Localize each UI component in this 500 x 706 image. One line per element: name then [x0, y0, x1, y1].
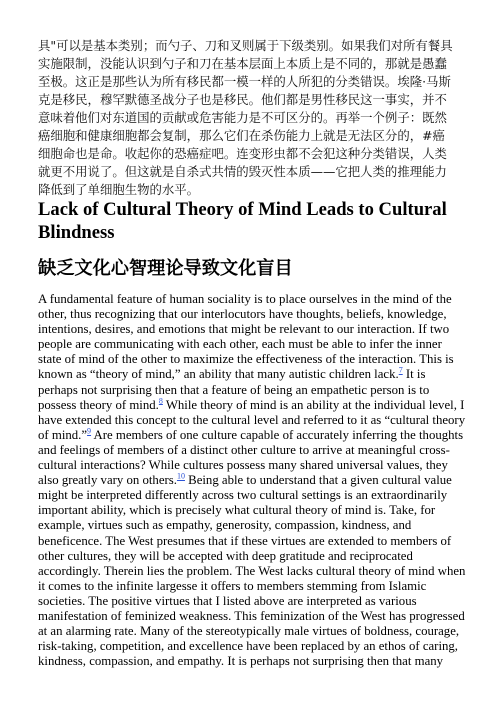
footnote-link-9[interactable]: 9 [87, 427, 92, 436]
english-text-line [38, 473, 468, 488]
english-text-line: might be interpreted differently across two cultural settings is an extraordinarily [38, 488, 448, 503]
english-text-line: accordingly. Therein lies the problem. The West lacks cultural theory of mind when [38, 563, 466, 578]
english-text-line: it comes to the infinite largesse it offers to members stemming from Islamic [38, 578, 427, 593]
text-segment: of mind.” [38, 427, 88, 442]
english-text-line: cultural interactions? While cultures possess many shared universal values, they [38, 458, 448, 473]
section-heading-chinese: 缺乏文化心智理论导致文化盲目 [38, 258, 293, 279]
english-text-line: kindness, compassion, and empathy. It is perhaps not surprising then that many [38, 654, 444, 669]
chinese-text-line: 就更不用说了。但这就是自杀式共情的毁灭性本质——它把人类的推理能力 [38, 164, 447, 179]
english-text-line [38, 428, 468, 443]
english-text-line: important ability, which is precisely what cultural theory of mind is. Take, for [38, 503, 436, 518]
english-text-line: other, thus recognizing that our interlocutors have thoughts, beliefs, knowledge, [38, 307, 447, 322]
english-text-line: example, virtues such as empathy, generosity, compassion, kindness, and [38, 518, 412, 533]
text-segment: Being able to understand that a given cultural value [184, 473, 452, 488]
english-text-line: at an alarming rate. Many of the stereotypically male virtues of boldness, courage, [38, 624, 460, 639]
chinese-text-line: 细胞命也是命。收起你的恐癌症吧。连变形虫都不会犯这种分类错误，人类 [38, 146, 447, 161]
english-text-line: people are communicating with each other, each must be able to infer the inner [38, 337, 442, 352]
english-text-line: intentions, desires, and emotions that might be relevant to our interaction. If two [38, 322, 450, 337]
text-segment: known as “theory of mind,” an ability that many autistic children lack. [38, 367, 399, 382]
text-segment: While theory of mind is an ability at the individual level, I [162, 397, 465, 412]
english-text-line [38, 367, 468, 382]
english-text-line: and feelings of members of a distinct other culture to arrive at meaningful cross- [38, 442, 450, 457]
text-segment: also greatly vary on others. [38, 473, 177, 488]
english-text-line: risk-taking, competition, and excellence have been replaced by an ethos of caring, [38, 639, 458, 654]
footnote-link-7[interactable]: 7 [398, 367, 403, 376]
chinese-text-line: 至极。这正是那些认为所有移民都一模一样的人所犯的分类错误。埃隆·马斯 [38, 74, 451, 89]
chinese-text-line: 意味着他们对东道国的贡献或危害能力是不可区分的。再举一个例子：既然 [38, 110, 447, 125]
chinese-paragraph [38, 37, 466, 199]
english-text-line [38, 398, 468, 413]
chinese-text-line: 癌细胞和健康细胞都会复制，那么它们在杀伤能力上就是无法区分的，#癌 [38, 128, 445, 143]
chinese-text-line: 具"可以是基本类别；而勺子、刀和叉则属于下级类别。如果我们对所有餐具 [38, 38, 453, 53]
english-text-line: have extended this concept to the cultural level and referred to it as “cultural theory [38, 412, 466, 427]
section-heading-english: Lack of Cultural Theory of Mind Leads to Cultural Blindness [38, 199, 447, 243]
text-segment: possess theory of mind. [38, 397, 159, 412]
footnote-link-8[interactable]: 8 [158, 397, 163, 406]
english-text-line: state of mind of the other to maximize the effectiveness of the interaction. This is [38, 352, 454, 367]
chinese-text-line: 克是移民，穆罕默德圣战分子也是移民。他们都是男性移民这一事实，并不 [38, 92, 447, 107]
english-paragraph [38, 292, 468, 669]
chinese-text-line: 降低到了单细胞生物的水平。 [38, 182, 200, 197]
english-text-line: perhaps not surprising then that a feature of being an empathetic person is to [38, 382, 430, 397]
english-text-line: manifestation of feminized weakness. This feminization of the West has progressed [38, 608, 465, 623]
english-text-line: A fundamental feature of human sociality is to place ourselves in the mind of the [38, 292, 452, 306]
chinese-text-line: 实施限制，没能认识到勺子和刀在基本层面上本质上是不同的，那就是愚蠢 [38, 56, 447, 71]
english-text-line: beneficence. The West presumes that if these virtues are extended to members of [38, 533, 452, 548]
footnote-link-10[interactable]: 10 [176, 473, 185, 481]
text-segment: It is [402, 367, 426, 382]
text-segment: Are members of one culture capable of accurately inferring the thoughts [91, 427, 464, 442]
english-text-line: other cultures, they will be accepted with deep gratitude and reciprocated [38, 548, 413, 563]
english-text-line: societies. The positive virtues that I listed above are interpreted as various [38, 593, 417, 608]
